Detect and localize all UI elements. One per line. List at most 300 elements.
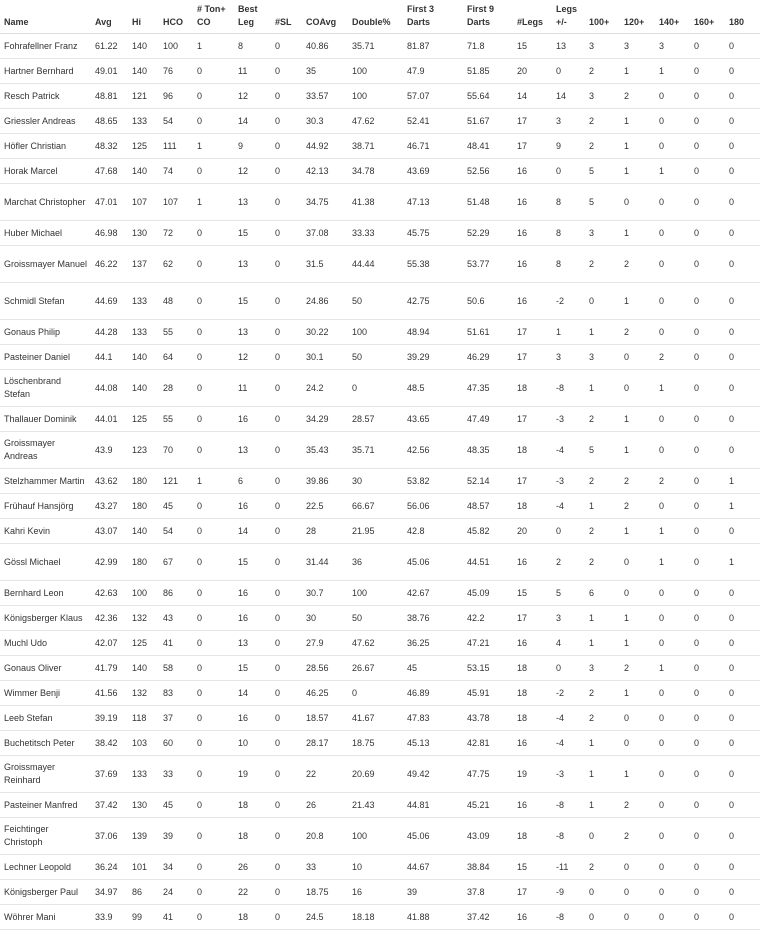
stat-cell: 0 [193, 581, 234, 606]
stat-cell: 27.9 [302, 631, 348, 656]
column-header-label: Darts [407, 17, 431, 27]
column-header[interactable] [552, 0, 585, 34]
stat-cell: 41.67 [348, 706, 403, 731]
column-header-label: COAvg [306, 17, 337, 27]
player-name-cell: Groissmayer Manuel [0, 246, 91, 283]
stat-cell: 16 [234, 606, 271, 631]
column-header[interactable] [463, 0, 513, 34]
column-header[interactable] [348, 0, 403, 34]
stat-cell: 13 [552, 34, 585, 59]
stat-cell: 62 [159, 246, 193, 283]
stat-cell: 39.19 [91, 706, 128, 731]
table-row [0, 84, 760, 109]
stat-cell: 0 [690, 656, 725, 681]
stat-cell: 180 [128, 494, 159, 519]
stat-cell: 5 [585, 432, 620, 469]
stat-cell: 0 [552, 656, 585, 681]
stat-cell: 43 [159, 606, 193, 631]
stat-cell: 1 [655, 544, 690, 581]
stat-cell: 48.65 [91, 109, 128, 134]
stat-cell: 52.14 [463, 469, 513, 494]
stat-cell: 0 [655, 681, 690, 706]
stat-cell: 39 [159, 818, 193, 855]
stat-cell: 1 [620, 109, 655, 134]
table-body [0, 34, 760, 930]
stat-cell: 37 [159, 706, 193, 731]
stat-cell: 8 [552, 184, 585, 221]
stat-cell: 3 [585, 34, 620, 59]
stat-cell: 0 [655, 109, 690, 134]
stat-cell: 2 [620, 656, 655, 681]
stat-cell: 30.1 [302, 345, 348, 370]
table-row [0, 320, 760, 345]
stat-cell: 64 [159, 345, 193, 370]
stat-cell: 0 [620, 731, 655, 756]
stat-cell: 24.2 [302, 370, 348, 407]
stat-cell: 12 [234, 345, 271, 370]
player-name-cell: Marchat Christopher [0, 184, 91, 221]
stat-cell: 0 [725, 581, 760, 606]
stat-cell: 1 [620, 407, 655, 432]
stat-cell: 3 [585, 345, 620, 370]
column-header[interactable] [725, 0, 760, 34]
stat-cell: 1 [620, 432, 655, 469]
stat-cell: 0 [620, 706, 655, 731]
stat-cell: 39.29 [403, 345, 463, 370]
stat-cell: 18 [513, 370, 552, 407]
table-row [0, 432, 760, 469]
column-header-label: Legs [556, 4, 578, 14]
stat-cell: 43.9 [91, 432, 128, 469]
stat-cell: 40.86 [302, 34, 348, 59]
stat-cell: 31.44 [302, 544, 348, 581]
stat-cell: 5 [585, 184, 620, 221]
stat-cell: 180 [128, 469, 159, 494]
stat-cell: 9 [552, 134, 585, 159]
stat-cell: 0 [585, 283, 620, 320]
stat-cell: 1 [620, 606, 655, 631]
column-header[interactable] [655, 0, 690, 34]
table-row [0, 159, 760, 184]
stat-cell: 43.65 [403, 407, 463, 432]
stat-cell: 26 [234, 855, 271, 880]
stat-cell: 140 [128, 345, 159, 370]
stat-cell: 16 [234, 581, 271, 606]
stat-cell: 22.5 [302, 494, 348, 519]
stat-cell: 18.75 [348, 731, 403, 756]
stat-cell: 0 [585, 880, 620, 905]
stat-cell: 5 [585, 159, 620, 184]
player-name-cell: Thallauer Dominik [0, 407, 91, 432]
stat-cell: 0 [193, 880, 234, 905]
stat-cell: 37.69 [91, 756, 128, 793]
stat-cell: 0 [193, 283, 234, 320]
stat-cell: 37.8 [463, 880, 513, 905]
stat-cell: 15 [234, 221, 271, 246]
stat-cell: 140 [128, 34, 159, 59]
stat-cell: 2 [585, 109, 620, 134]
stat-cell: 2 [585, 59, 620, 84]
stat-cell: 19 [513, 756, 552, 793]
table-row [0, 731, 760, 756]
stat-cell: 0 [690, 370, 725, 407]
stat-cell: 0 [725, 905, 760, 930]
stat-cell: 15 [513, 581, 552, 606]
column-header[interactable] [271, 0, 302, 34]
stat-cell: 0 [690, 59, 725, 84]
stat-cell: 1 [585, 370, 620, 407]
stat-cell: 47.49 [463, 407, 513, 432]
stat-cell: 0 [271, 283, 302, 320]
column-header[interactable] [193, 0, 234, 34]
stat-cell: 13 [234, 320, 271, 345]
column-header-label: First 9 [467, 4, 495, 14]
stat-cell: 118 [128, 706, 159, 731]
stat-cell: 0 [725, 184, 760, 221]
stat-cell: 13 [234, 631, 271, 656]
stat-cell: 36.25 [403, 631, 463, 656]
stat-cell: 42.07 [91, 631, 128, 656]
stat-cell: 0 [690, 818, 725, 855]
stat-cell: 47.35 [463, 370, 513, 407]
stat-cell: 0 [655, 855, 690, 880]
stat-cell: 45.75 [403, 221, 463, 246]
stat-cell: 121 [159, 469, 193, 494]
table-row [0, 880, 760, 905]
stat-cell: 0 [725, 432, 760, 469]
stat-cell: 44.01 [91, 407, 128, 432]
stat-cell: 45.21 [463, 793, 513, 818]
stat-cell: 47.62 [348, 109, 403, 134]
stat-cell: 53.77 [463, 246, 513, 283]
stat-cell: 20 [513, 59, 552, 84]
stat-cell: 15 [234, 544, 271, 581]
stat-cell: 15 [234, 656, 271, 681]
stat-cell: 0 [655, 631, 690, 656]
stat-cell: 13 [234, 184, 271, 221]
stat-cell: 19 [234, 756, 271, 793]
stat-cell: 42.99 [91, 544, 128, 581]
stat-cell: 0 [271, 109, 302, 134]
stat-cell: 35 [302, 59, 348, 84]
stat-cell: 13 [234, 246, 271, 283]
column-header[interactable] [234, 0, 271, 34]
stat-cell: 45.13 [403, 731, 463, 756]
stat-cell: 51.48 [463, 184, 513, 221]
player-name-cell: Lechner Leopold [0, 855, 91, 880]
stat-cell: 1 [193, 469, 234, 494]
table-row [0, 59, 760, 84]
stat-cell: 53.15 [463, 656, 513, 681]
header-row [0, 0, 760, 34]
stat-cell: 83 [159, 681, 193, 706]
stat-cell: 41 [159, 631, 193, 656]
column-header-label: First 3 [407, 4, 435, 14]
stat-cell: 14 [513, 84, 552, 109]
stat-cell: 0 [193, 59, 234, 84]
stat-cell: 53.82 [403, 469, 463, 494]
stat-cell: 66.67 [348, 494, 403, 519]
stat-cell: 123 [128, 432, 159, 469]
stat-cell: 0 [690, 469, 725, 494]
stat-cell: 45 [403, 656, 463, 681]
stat-cell: 18 [513, 656, 552, 681]
stat-cell: 0 [690, 681, 725, 706]
stat-cell: 1 [585, 756, 620, 793]
stat-cell: 86 [128, 880, 159, 905]
stat-cell: 0 [655, 184, 690, 221]
stat-cell: 43.09 [463, 818, 513, 855]
stat-cell: 35.71 [348, 432, 403, 469]
stat-cell: 0 [271, 246, 302, 283]
stat-cell: 72 [159, 221, 193, 246]
stat-cell: 0 [690, 159, 725, 184]
stat-cell: 43.78 [463, 706, 513, 731]
table-row [0, 606, 760, 631]
stat-cell: 100 [348, 818, 403, 855]
stat-cell: 140 [128, 159, 159, 184]
stat-cell: 0 [193, 905, 234, 930]
column-header[interactable] [159, 0, 193, 34]
stat-cell: 8 [552, 221, 585, 246]
column-header[interactable] [585, 0, 620, 34]
stat-cell: 1 [725, 544, 760, 581]
stat-cell: 0 [655, 283, 690, 320]
player-name-cell: Königsberger Paul [0, 880, 91, 905]
stat-cell: 3 [552, 345, 585, 370]
stat-cell: 45.82 [463, 519, 513, 544]
stat-cell: 47.13 [403, 184, 463, 221]
stat-cell: 133 [128, 109, 159, 134]
player-name-cell: Fohrafellner Franz [0, 34, 91, 59]
stat-cell: 139 [128, 818, 159, 855]
stat-cell: 0 [271, 370, 302, 407]
stat-cell: 0 [690, 756, 725, 793]
player-name-cell: Buchetitsch Peter [0, 731, 91, 756]
stat-cell: 0 [552, 59, 585, 84]
stat-cell: 44.08 [91, 370, 128, 407]
player-name-cell: Horak Marcel [0, 159, 91, 184]
stat-cell: 48 [159, 283, 193, 320]
column-header[interactable] [620, 0, 655, 34]
column-header[interactable] [690, 0, 725, 34]
stat-cell: 18 [513, 681, 552, 706]
stat-cell: 42.67 [403, 581, 463, 606]
stat-cell: 33 [302, 855, 348, 880]
column-header[interactable] [0, 0, 91, 34]
stat-cell: 0 [655, 84, 690, 109]
stat-cell: 42.81 [463, 731, 513, 756]
stat-cell: 22 [234, 880, 271, 905]
stat-cell: 3 [620, 34, 655, 59]
stat-cell: 0 [620, 905, 655, 930]
stat-cell: 46.29 [463, 345, 513, 370]
column-header[interactable] [513, 0, 552, 34]
stat-cell: 0 [193, 681, 234, 706]
column-header[interactable] [128, 0, 159, 34]
player-name-cell: Schmidl Stefan [0, 283, 91, 320]
player-name-cell: Muchl Udo [0, 631, 91, 656]
stat-cell: 0 [193, 656, 234, 681]
stat-cell: 0 [725, 681, 760, 706]
stat-cell: -4 [552, 494, 585, 519]
stat-cell: 41.56 [91, 681, 128, 706]
stat-cell: 43.62 [91, 469, 128, 494]
stat-cell: 0 [725, 221, 760, 246]
column-header-label: Name [4, 17, 29, 27]
stat-cell: -4 [552, 706, 585, 731]
stat-cell: 2 [620, 246, 655, 283]
stat-cell: 18 [234, 793, 271, 818]
stat-cell: 0 [655, 880, 690, 905]
stat-cell: -3 [552, 407, 585, 432]
stat-cell: 14 [234, 519, 271, 544]
stat-cell: 100 [348, 84, 403, 109]
stat-cell: 16 [513, 246, 552, 283]
stat-cell: 13 [234, 432, 271, 469]
stat-cell: 30.7 [302, 581, 348, 606]
stat-cell: 28.17 [302, 731, 348, 756]
stat-cell: 1 [585, 731, 620, 756]
column-header-label: 100+ [589, 17, 610, 27]
player-name-cell: Resch Patrick [0, 84, 91, 109]
stat-cell: 16 [513, 793, 552, 818]
table-row [0, 656, 760, 681]
stat-cell: 16 [234, 407, 271, 432]
stat-cell: 0 [193, 631, 234, 656]
stat-cell: 107 [159, 184, 193, 221]
stat-cell: 17 [513, 320, 552, 345]
stat-cell: 17 [513, 345, 552, 370]
table-row [0, 706, 760, 731]
stat-cell: 2 [585, 681, 620, 706]
stat-cell: 0 [725, 656, 760, 681]
stat-cell: 111 [159, 134, 193, 159]
stat-cell: 26 [302, 793, 348, 818]
stat-cell: 2 [620, 494, 655, 519]
stat-cell: 52.41 [403, 109, 463, 134]
stat-cell: 0 [271, 345, 302, 370]
stat-cell: 71.8 [463, 34, 513, 59]
stat-cell: 42.8 [403, 519, 463, 544]
stat-cell: 30 [302, 606, 348, 631]
stat-cell: 0 [725, 756, 760, 793]
stat-cell: 2 [585, 246, 620, 283]
player-name-cell: Wimmer Benji [0, 681, 91, 706]
stat-cell: 67 [159, 544, 193, 581]
stat-cell: 45.91 [463, 681, 513, 706]
stat-cell: 49.01 [91, 59, 128, 84]
stat-cell: 2 [620, 793, 655, 818]
stat-cell: 1 [193, 184, 234, 221]
stat-cell: 0 [690, 320, 725, 345]
stat-cell: 36 [348, 544, 403, 581]
column-header[interactable] [302, 0, 348, 34]
stat-cell: 1 [620, 159, 655, 184]
stat-cell: 35.71 [348, 34, 403, 59]
stat-cell: 0 [655, 134, 690, 159]
stat-cell: 50.6 [463, 283, 513, 320]
stat-cell: 47.01 [91, 184, 128, 221]
stat-cell: 100 [348, 581, 403, 606]
stat-cell: 11 [234, 370, 271, 407]
stat-cell: 0 [193, 818, 234, 855]
stat-cell: 0 [620, 184, 655, 221]
stat-cell: 1 [620, 283, 655, 320]
stat-cell: 0 [193, 606, 234, 631]
stat-cell: 1 [585, 606, 620, 631]
stat-cell: 0 [690, 905, 725, 930]
stat-cell: 44.1 [91, 345, 128, 370]
stat-cell: 55 [159, 320, 193, 345]
stat-cell: 35.43 [302, 432, 348, 469]
stat-cell: 14 [234, 681, 271, 706]
stat-cell: 47.75 [463, 756, 513, 793]
stat-cell: 1 [620, 756, 655, 793]
stat-cell: 0 [690, 793, 725, 818]
stat-cell: 50 [348, 283, 403, 320]
stat-cell: 2 [585, 469, 620, 494]
stat-cell: 0 [271, 581, 302, 606]
stat-cell: 140 [128, 656, 159, 681]
table-row [0, 581, 760, 606]
stat-cell: 34.97 [91, 880, 128, 905]
stat-cell: 1 [585, 793, 620, 818]
player-name-cell: Gonaus Oliver [0, 656, 91, 681]
stat-cell: 74 [159, 159, 193, 184]
stat-cell: 132 [128, 606, 159, 631]
stat-cell: -11 [552, 855, 585, 880]
stat-cell: 28.57 [348, 407, 403, 432]
stat-cell: 96 [159, 84, 193, 109]
stat-cell: 48.94 [403, 320, 463, 345]
stat-cell: 0 [690, 631, 725, 656]
stat-cell: 0 [655, 606, 690, 631]
stat-cell: 48.57 [463, 494, 513, 519]
stat-cell: 24.86 [302, 283, 348, 320]
column-header[interactable] [403, 0, 463, 34]
stat-cell: 0 [193, 519, 234, 544]
stat-cell: 44.69 [91, 283, 128, 320]
stat-cell: 51.61 [463, 320, 513, 345]
stat-cell: 0 [690, 706, 725, 731]
stat-cell: 137 [128, 246, 159, 283]
stat-cell: 8 [552, 246, 585, 283]
column-header[interactable] [91, 0, 128, 34]
stat-cell: 0 [193, 221, 234, 246]
stat-cell: 0 [271, 59, 302, 84]
stat-cell: 0 [725, 855, 760, 880]
stat-cell: 10 [234, 731, 271, 756]
stat-cell: 16 [513, 159, 552, 184]
stat-cell: -8 [552, 370, 585, 407]
stat-cell: 43.07 [91, 519, 128, 544]
stat-cell: 37.06 [91, 818, 128, 855]
stat-cell: 0 [690, 880, 725, 905]
stat-cell: 0 [725, 134, 760, 159]
stat-cell: 54 [159, 109, 193, 134]
stat-cell: -8 [552, 818, 585, 855]
stat-cell: 3 [585, 84, 620, 109]
stat-cell: 0 [690, 84, 725, 109]
stat-cell: 1 [620, 59, 655, 84]
stat-cell: 0 [655, 246, 690, 283]
player-name-cell: Griessler Andreas [0, 109, 91, 134]
stat-cell: 15 [234, 283, 271, 320]
player-name-cell: Huber Michael [0, 221, 91, 246]
stat-cell: 41.88 [403, 905, 463, 930]
stat-cell: 0 [193, 84, 234, 109]
